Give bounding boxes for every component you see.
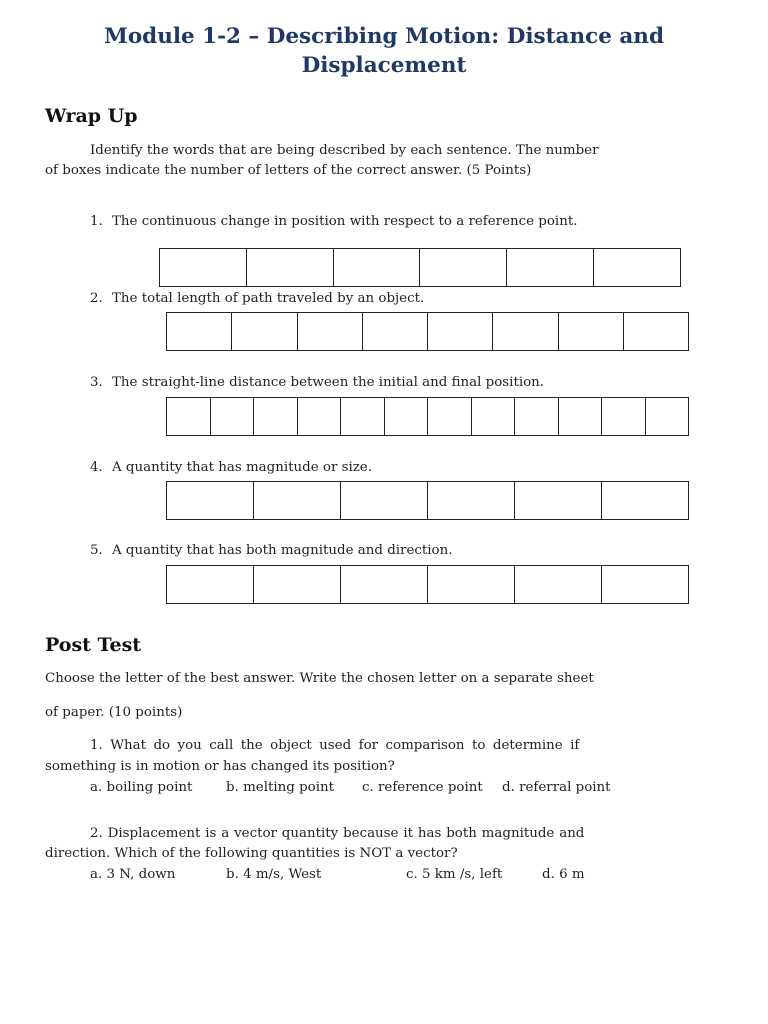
letter-box[interactable] xyxy=(493,313,558,350)
letter-box[interactable] xyxy=(420,249,507,286)
letter-box[interactable] xyxy=(559,313,624,350)
answer-boxes-1 xyxy=(159,248,681,287)
question-2-line-2: direction. Which of the following quantities is NOT a vector? xyxy=(45,846,458,861)
letter-box[interactable] xyxy=(624,313,688,350)
letter-box[interactable] xyxy=(602,566,688,603)
answer-boxes-2 xyxy=(166,312,689,351)
letter-box[interactable] xyxy=(167,566,254,603)
letter-box[interactable] xyxy=(341,482,428,519)
wrap-up-item-5 xyxy=(90,543,453,558)
wrap-up-item-4 xyxy=(90,460,372,475)
answer-boxes-5 xyxy=(166,565,689,604)
item-number: 1. xyxy=(90,214,103,229)
letter-box[interactable] xyxy=(167,398,211,435)
letter-box[interactable] xyxy=(602,398,646,435)
letter-box[interactable] xyxy=(160,249,247,286)
post-test-instruction-line-2: of paper. (10 points) xyxy=(45,705,183,720)
answer-boxes-3 xyxy=(166,397,689,436)
question-1-line-1: 1. What do you call the object used for comparison to determine if xyxy=(90,738,580,753)
letter-box[interactable] xyxy=(428,313,493,350)
item-text: A quantity that has both magnitude and direction. xyxy=(112,543,453,558)
letter-box[interactable] xyxy=(167,313,232,350)
letter-box[interactable] xyxy=(559,398,603,435)
wrap-up-heading: Wrap Up xyxy=(45,105,138,127)
question-1-line-2: something is in motion or has changed its position? xyxy=(45,759,395,774)
item-text: The straight-line distance between the initial and final position. xyxy=(112,375,545,390)
letter-box[interactable] xyxy=(298,313,363,350)
letter-box[interactable] xyxy=(515,398,559,435)
item-text: A quantity that has magnitude or size. xyxy=(112,460,372,475)
post-test-instruction-line-1: Choose the letter of the best answer. Write the chosen letter on a separate sheet xyxy=(45,671,594,686)
post-test-heading: Post Test xyxy=(45,634,142,656)
question-2-line-1: 2. Displacement is a vector quantity because it has both magnitude and xyxy=(90,826,585,841)
letter-box[interactable] xyxy=(334,249,421,286)
q1-choice-b[interactable]: b. melting point xyxy=(226,780,335,795)
item-number: 4. xyxy=(90,460,103,475)
letter-box[interactable] xyxy=(515,482,602,519)
letter-box[interactable] xyxy=(385,398,429,435)
letter-box[interactable] xyxy=(211,398,255,435)
letter-box[interactable] xyxy=(232,313,297,350)
wrap-up-item-3 xyxy=(90,375,544,390)
item-number: 5. xyxy=(90,543,103,558)
answer-boxes-4 xyxy=(166,481,689,520)
letter-box[interactable] xyxy=(247,249,334,286)
wrap-up-item-2 xyxy=(90,291,424,306)
wrap-up-item-1 xyxy=(90,214,577,229)
letter-box[interactable] xyxy=(507,249,594,286)
letter-box[interactable] xyxy=(472,398,516,435)
letter-box[interactable] xyxy=(363,313,428,350)
letter-box[interactable] xyxy=(341,398,385,435)
q2-choice-c[interactable]: c. 5 km /s, left xyxy=(406,867,503,882)
item-number: 2. xyxy=(90,291,103,306)
wrap-up-instruction-line-2: of boxes indicate the number of letters of the correct answer. (5 Points) xyxy=(45,163,532,178)
letter-box[interactable] xyxy=(602,482,688,519)
q2-choice-b[interactable]: b. 4 m/s, West xyxy=(226,867,322,882)
q2-choice-d[interactable]: d. 6 m xyxy=(542,867,585,882)
letter-box[interactable] xyxy=(254,398,298,435)
q1-choice-d[interactable]: d. referral point xyxy=(502,780,611,795)
letter-box[interactable] xyxy=(515,566,602,603)
letter-box[interactable] xyxy=(646,398,689,435)
q1-choice-a[interactable]: a. boiling point xyxy=(90,780,193,795)
letter-box[interactable] xyxy=(254,566,341,603)
item-text: The continuous change in position with respect to a reference point. xyxy=(112,214,578,229)
title-line-2: Displacement xyxy=(301,53,467,78)
letter-box[interactable] xyxy=(594,249,680,286)
q2-choice-a[interactable]: a. 3 N, down xyxy=(90,867,176,882)
letter-box[interactable] xyxy=(428,482,515,519)
page-title xyxy=(60,22,708,80)
letter-box[interactable] xyxy=(298,398,342,435)
wrap-up-instruction-line-1: Identify the words that are being described by each sentence. The number xyxy=(90,143,599,158)
title-line-1: Module 1-2 – Describing Motion: Distance and xyxy=(104,24,664,49)
q1-choice-c[interactable]: c. reference point xyxy=(362,780,483,795)
letter-box[interactable] xyxy=(167,482,254,519)
item-text: The total length of path traveled by an object. xyxy=(112,291,425,306)
letter-box[interactable] xyxy=(428,398,472,435)
letter-box[interactable] xyxy=(254,482,341,519)
letter-box[interactable] xyxy=(428,566,515,603)
item-number: 3. xyxy=(90,375,103,390)
letter-box[interactable] xyxy=(341,566,428,603)
